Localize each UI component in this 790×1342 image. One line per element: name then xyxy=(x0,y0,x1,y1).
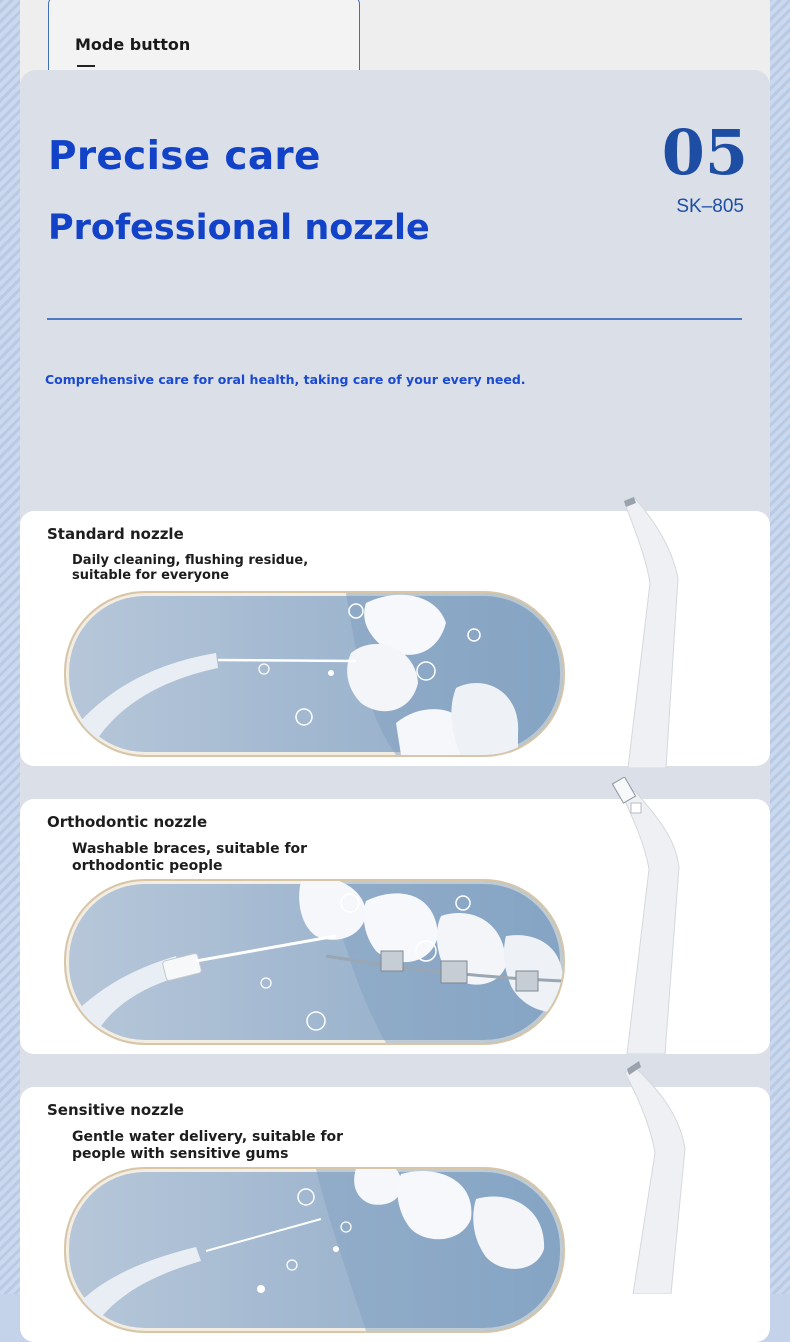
sensitive-nozzle-handle-image xyxy=(605,1061,705,1294)
nozzle-card-sensitive xyxy=(20,1087,770,1342)
nozzle-description: Gentle water delivery, suitable for people with sensitive gums xyxy=(72,1129,344,1162)
orthodontic-nozzle-handle-image xyxy=(595,777,695,1054)
hero-section xyxy=(20,70,770,530)
tagline: Comprehensive care for oral health, taking care of your every need. xyxy=(45,372,526,387)
mode-button-label: Mode button xyxy=(75,35,191,54)
section-number: 05 xyxy=(661,116,748,189)
model-number: SK–805 xyxy=(676,196,744,217)
nozzle-name: Standard nozzle xyxy=(47,525,184,543)
nozzle-card-orthodontic xyxy=(20,799,770,1054)
left-border-strip xyxy=(0,0,22,1294)
divider-line xyxy=(47,318,742,320)
nozzle-description: Washable braces, suitable for orthodontic people xyxy=(72,841,308,874)
title-line-2: Professional nozzle xyxy=(48,208,430,248)
nozzle-description: Daily cleaning, flushing residue, suitable for everyone xyxy=(72,553,309,583)
right-border-strip xyxy=(768,0,790,1294)
title-line-1: Precise care xyxy=(48,134,321,179)
nozzle-name: Orthodontic nozzle xyxy=(47,813,208,831)
mode-button-dash xyxy=(77,65,95,67)
nozzle-illustration xyxy=(64,879,565,1045)
nozzle-name: Sensitive nozzle xyxy=(47,1101,184,1119)
standard-nozzle-handle-image xyxy=(606,493,696,768)
nozzle-illustration xyxy=(64,591,565,757)
nozzle-illustration xyxy=(64,1167,565,1333)
nozzle-card-standard xyxy=(20,511,770,766)
